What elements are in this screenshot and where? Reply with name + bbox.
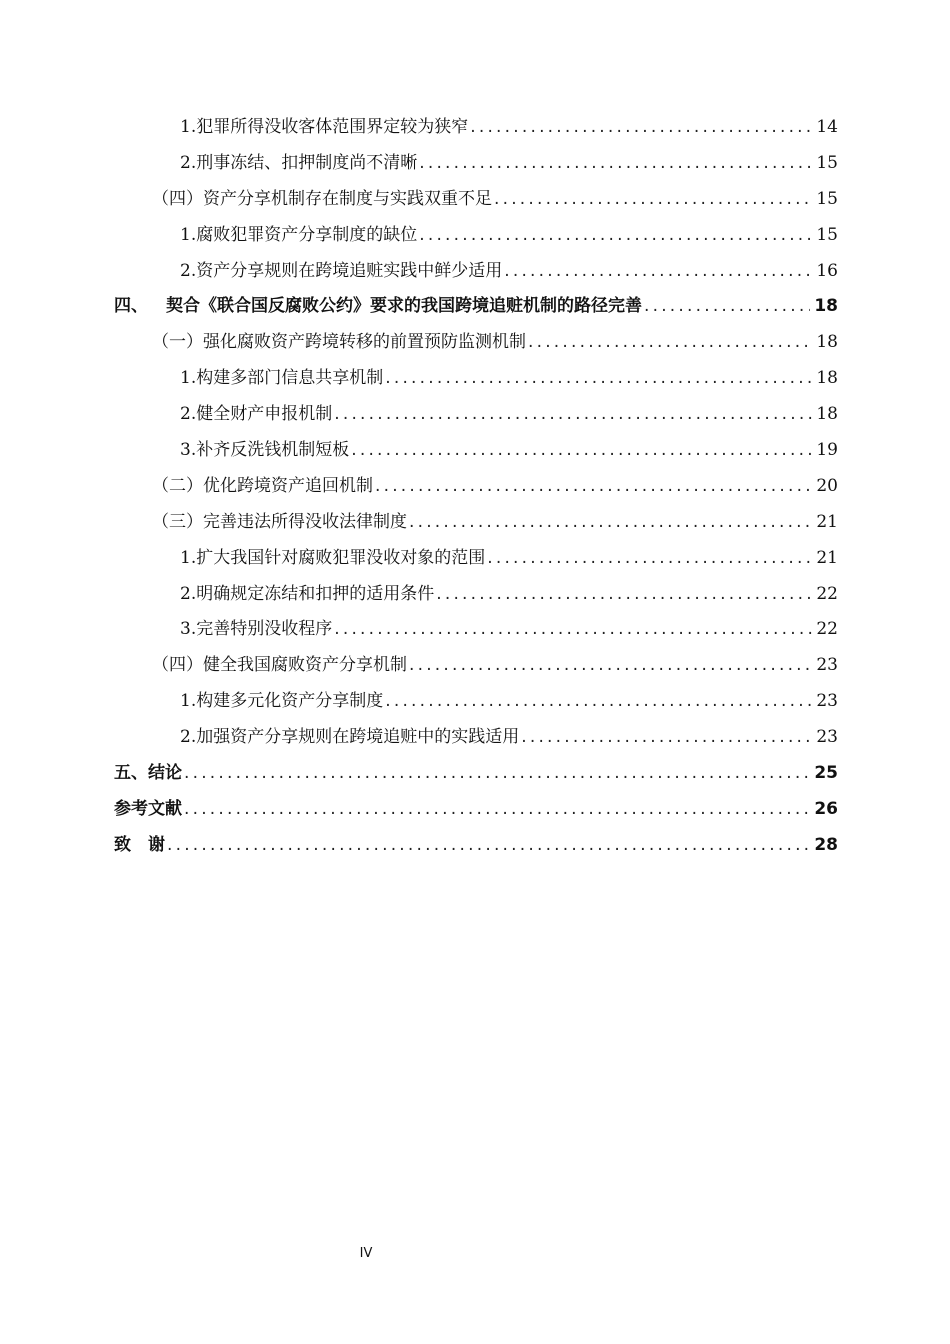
toc-entry-page: 25 — [814, 763, 838, 784]
dot-leader — [375, 469, 812, 505]
toc-entry[interactable] — [114, 577, 838, 613]
toc-entry-title: 健全财产申报机制 — [196, 404, 333, 425]
dot-leader — [334, 397, 812, 433]
toc-entry-title: 优化跨境资产追回机制 — [203, 475, 373, 496]
toc-entry-page: 22 — [816, 619, 838, 640]
toc-entry[interactable] — [114, 720, 838, 756]
toc-entry-title: 补齐反洗钱机制短板 — [196, 440, 350, 461]
toc-entry-page: 20 — [816, 475, 838, 496]
toc-entry-title: 加强资产分享规则在跨境追赃中的实践适用 — [196, 727, 520, 748]
toc-entry-page: 16 — [816, 260, 838, 281]
toc-entry[interactable] — [114, 146, 838, 182]
dot-leader — [436, 577, 812, 613]
dot-leader — [487, 541, 812, 577]
dot-leader — [494, 182, 812, 218]
toc-entry-title: 腐败犯罪资产分享制度的缺位 — [196, 224, 418, 245]
dot-leader — [521, 720, 812, 756]
toc-entry-number: （一） — [152, 332, 203, 353]
toc-entry-page: 15 — [816, 188, 838, 209]
toc-entry[interactable] — [114, 505, 838, 541]
dot-leader — [184, 756, 810, 792]
toc-entry-page: 14 — [816, 117, 838, 137]
toc-entry-number: 2. — [180, 152, 197, 173]
toc-entry-number: 3. — [180, 440, 197, 461]
toc-entry-title: 结论 — [148, 763, 182, 784]
toc-entry[interactable] — [114, 756, 838, 792]
toc-entry-page: 18 — [816, 404, 838, 425]
toc-entry[interactable] — [114, 361, 838, 397]
toc-entry[interactable] — [114, 218, 838, 254]
toc-entry-number: （四） — [152, 188, 203, 209]
dot-leader — [419, 218, 812, 254]
toc-entry-page: 23 — [816, 691, 838, 712]
dot-leader — [409, 648, 812, 684]
toc-entry-number: （二） — [152, 475, 203, 496]
toc-entry-title: 刑事冻结、扣押制度尚不清晰 — [196, 152, 418, 173]
toc-entry-title: 扩大我国针对腐败犯罪没收对象的范围 — [196, 547, 486, 568]
toc-entry[interactable] — [114, 648, 838, 684]
toc-entry-page: 23 — [816, 727, 838, 748]
toc-entry-page: 18 — [816, 368, 838, 389]
toc-entry[interactable] — [114, 541, 838, 577]
toc-entry[interactable] — [114, 254, 838, 290]
dot-leader — [385, 684, 812, 720]
toc-entry-number: 1. — [180, 691, 197, 712]
toc-entry-number: 1. — [180, 117, 197, 137]
toc-entry-number: 1. — [180, 368, 197, 389]
toc-entry-title: 健全我国腐败资产分享机制 — [203, 655, 407, 676]
toc-entry-title: 完善特别没收程序 — [196, 619, 333, 640]
toc-entry[interactable] — [114, 792, 838, 828]
toc-entry-number: 2. — [180, 727, 197, 748]
toc-entry-number: （三） — [152, 511, 203, 532]
dot-leader — [409, 505, 812, 541]
toc-entry-title: 明确规定冻结和扣押的适用条件 — [196, 583, 435, 604]
toc-entry-page: 19 — [816, 440, 838, 461]
page-number: IV — [359, 1246, 373, 1261]
toc-entry[interactable] — [114, 433, 838, 469]
table-of-contents — [114, 110, 838, 864]
toc-entry-title: 犯罪所得没收客体范围界定较为狭窄 — [196, 117, 469, 137]
toc-entry-number: 2. — [180, 260, 197, 281]
toc-entry[interactable] — [114, 325, 838, 361]
toc-entry-page: 26 — [814, 798, 838, 819]
dot-leader — [644, 289, 810, 325]
toc-entry-number: 1. — [180, 224, 197, 245]
dot-leader — [528, 325, 812, 361]
toc-entry[interactable] — [114, 182, 838, 218]
toc-entry[interactable] — [114, 612, 838, 648]
toc-entry-page: 18 — [816, 332, 838, 353]
toc-entry[interactable] — [114, 828, 838, 864]
toc-entry-page: 28 — [814, 834, 838, 855]
toc-entry-title: 致 谢 — [114, 834, 165, 855]
toc-entry-number: 四、 — [114, 296, 148, 317]
toc-entry-page: 21 — [816, 511, 838, 532]
toc-entry[interactable] — [114, 397, 838, 433]
dot-leader — [184, 792, 810, 828]
toc-entry[interactable] — [114, 469, 838, 505]
toc-entry-page: 21 — [816, 547, 838, 568]
toc-entry-title: 强化腐败资产跨境转移的前置预防监测机制 — [203, 332, 526, 353]
toc-entry-number: 五、 — [114, 763, 148, 784]
dot-leader — [470, 110, 812, 146]
dot-leader — [419, 146, 812, 182]
toc-entry[interactable] — [114, 684, 838, 720]
toc-entry-title: 契合《联合国反腐败公约》要求的我国跨境追赃机制的路径完善 — [166, 296, 642, 317]
toc-entry-number: 2. — [180, 583, 197, 604]
dot-leader — [385, 361, 812, 397]
toc-entry[interactable] — [114, 110, 838, 146]
toc-entry-number: 3. — [180, 619, 197, 640]
toc-entry-title: 构建多部门信息共享机制 — [196, 368, 384, 389]
toc-entry-page: 15 — [816, 152, 838, 173]
toc-entry-number: （四） — [152, 655, 203, 676]
toc-entry-title: 构建多元化资产分享制度 — [196, 691, 384, 712]
toc-entry-page: 18 — [814, 296, 838, 317]
toc-entry-page: 23 — [816, 655, 838, 676]
toc-entry-title: 资产分享机制存在制度与实践双重不足 — [203, 188, 492, 209]
dot-leader — [167, 828, 810, 864]
toc-entry-page: 15 — [816, 224, 838, 245]
dot-leader — [504, 254, 812, 290]
toc-entry-title: 资产分享规则在跨境追赃实践中鲜少适用 — [196, 260, 503, 281]
toc-entry-title: 完善违法所得没收法律制度 — [203, 511, 407, 532]
toc-entry-page: 22 — [816, 583, 838, 604]
dot-leader — [351, 433, 812, 469]
toc-entry-title: 参考文献 — [114, 798, 182, 819]
toc-entry-number: 2. — [180, 404, 197, 425]
toc-entry-number: 1. — [180, 547, 197, 568]
dot-leader — [334, 612, 812, 648]
toc-entry[interactable] — [114, 289, 838, 325]
